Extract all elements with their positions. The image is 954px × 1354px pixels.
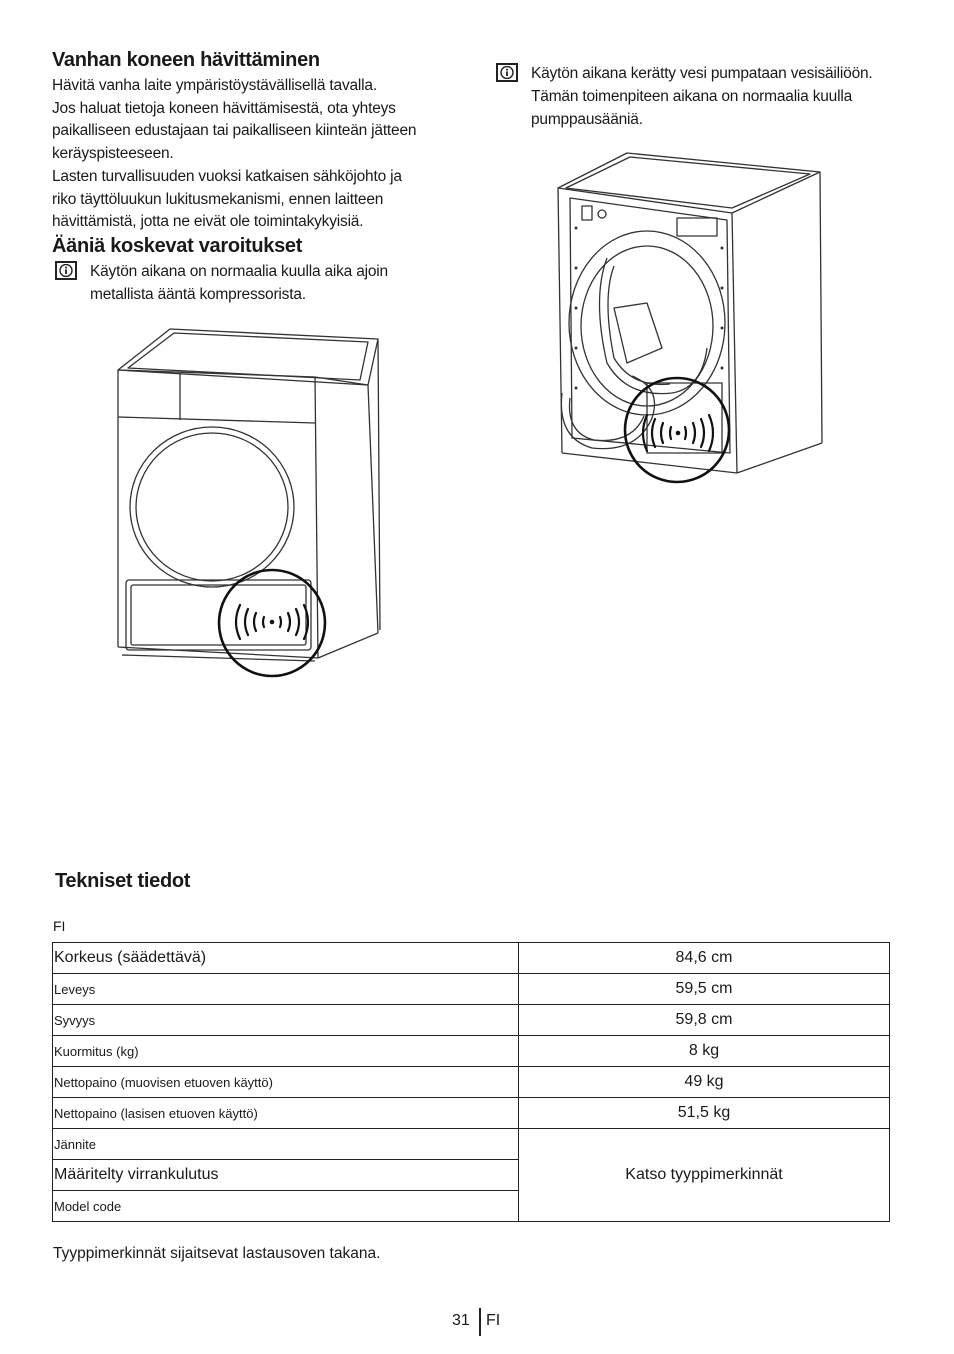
spec-label: Nettopaino (muovisen etuoven käyttö) — [53, 1067, 519, 1098]
spec-label: Leveys — [53, 974, 519, 1005]
table-row — [53, 1098, 890, 1129]
spec-value: 84,6 cm — [519, 943, 890, 974]
disposal-line: keräyspisteeseen. — [52, 145, 174, 163]
table-row — [53, 1005, 890, 1036]
dryer-front-illustration — [110, 325, 390, 680]
spec-label: Syvyys — [53, 1005, 519, 1036]
pump-note — [531, 62, 921, 131]
spec-label: Kuormitus (kg) — [53, 1036, 519, 1067]
noise-note — [90, 260, 450, 306]
specs-language-label: FI — [53, 918, 66, 934]
pump-note-line: Tämän toimenpiteen aikana on normaalia kuulla — [531, 88, 853, 105]
spec-value-merged: Katso tyyppimerkinnät — [519, 1129, 890, 1222]
noise-title: Ääniä koskevat varoitukset — [52, 235, 303, 257]
disposal-line: riko täyttöluukun lukitusmekanismi, ennen laitteen — [52, 190, 384, 208]
footer-language: FI — [486, 1312, 501, 1329]
disposal-line: hävittämistä, jotta ne eivät ole toimintakykyisiä. — [52, 213, 364, 231]
disposal-line: Lasten turvallisuuden vuoksi katkaisen sähköjohto ja — [52, 167, 402, 185]
table-row — [53, 1067, 890, 1098]
spec-label: Jännite — [53, 1129, 519, 1160]
spec-label: Nettopaino (lasisen etuoven käyttö) — [53, 1098, 519, 1129]
spec-value: 8 kg — [519, 1036, 890, 1067]
table-row — [53, 974, 890, 1005]
spec-value: 51,5 kg — [519, 1098, 890, 1129]
noise-note-line: Käytön aikana on normaalia kuulla aika ajoin — [90, 263, 388, 280]
spec-label: Korkeus (säädettävä) — [53, 943, 519, 974]
disposal-line: Jos haluat tietoja koneen hävittämisestä, ota yhteys — [52, 99, 396, 117]
dryer-rear-illustration — [552, 148, 842, 493]
pump-note-line: pumppausääniä. — [531, 111, 643, 128]
spec-value: 49 kg — [519, 1067, 890, 1098]
sound-waves-icon — [236, 605, 308, 639]
disposal-line: paikalliseen edustajaan tai paikalliseen kiinteän jätteen — [52, 122, 417, 140]
specs-title: Tekniset tiedot — [55, 870, 191, 892]
sound-waves-icon — [643, 415, 713, 451]
spec-value: 59,5 cm — [519, 974, 890, 1005]
table-row — [53, 1129, 890, 1160]
info-icon — [55, 261, 77, 280]
spec-label: Määritelty virrankulutus — [53, 1160, 519, 1191]
pump-note-line: Käytön aikana kerätty vesi pumpataan vesisäiliöön. — [531, 65, 873, 82]
disposal-title: Vanhan koneen hävittäminen — [52, 49, 320, 71]
page-number: 31 — [452, 1312, 470, 1329]
noise-note-line: metallista ääntä kompressorista. — [90, 286, 306, 303]
table-row — [53, 943, 890, 974]
info-icon — [496, 63, 518, 82]
specs-footnote: Tyyppimerkinnät sijaitsevat lastausoven takana. — [53, 1245, 381, 1262]
table-row — [53, 1036, 890, 1067]
disposal-line: Hävitä vanha laite ympäristöystävällisellä tavalla. — [52, 77, 377, 94]
spec-value: 59,8 cm — [519, 1005, 890, 1036]
specs-table — [52, 942, 890, 1222]
disposal-text — [52, 75, 472, 234]
spec-label: Model code — [53, 1191, 519, 1222]
footer-divider — [479, 1308, 481, 1336]
